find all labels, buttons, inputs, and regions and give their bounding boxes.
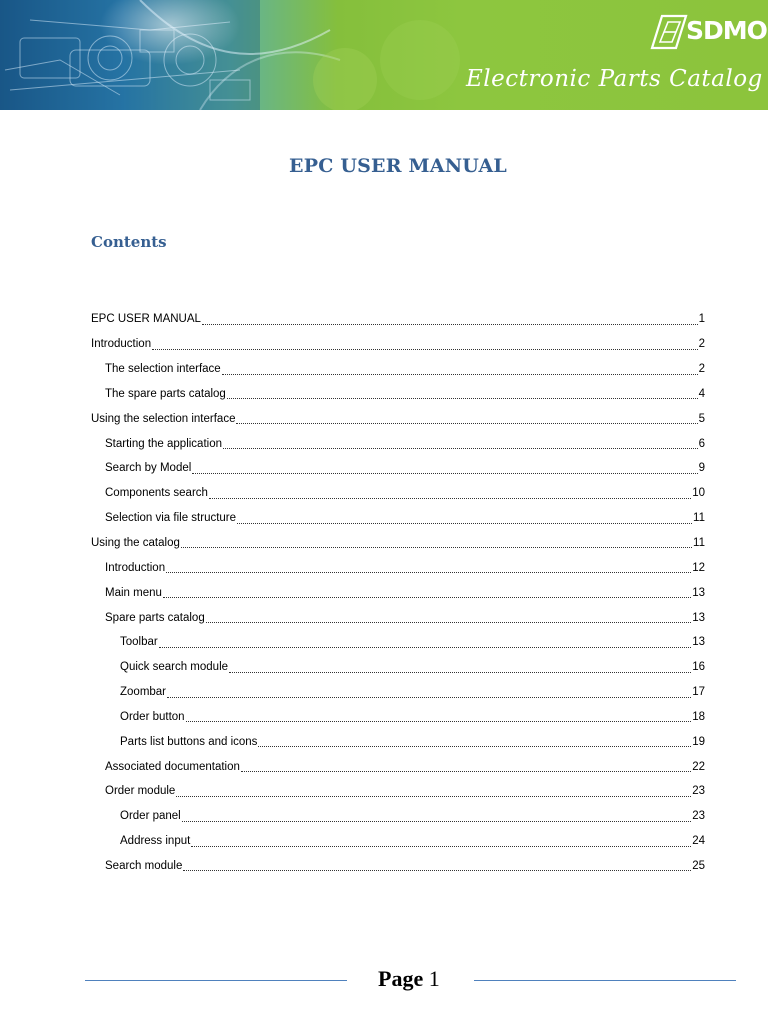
toc-dot-leader xyxy=(166,571,691,573)
toc-entry-page: 2 xyxy=(698,338,705,351)
footer-page-label: Page xyxy=(378,966,424,991)
toc-entry-page: 6 xyxy=(698,437,705,450)
toc-dot-leader xyxy=(192,472,697,474)
toc-entry[interactable] xyxy=(91,555,705,580)
toc-dot-leader xyxy=(236,422,697,424)
toc-entry[interactable] xyxy=(91,705,705,730)
toc-dot-leader xyxy=(181,546,692,548)
toc-entry[interactable] xyxy=(91,481,705,506)
toc-entry-title: Spare parts catalog xyxy=(105,611,205,624)
toc-entry-title: Components search xyxy=(105,487,208,500)
toc-entry[interactable] xyxy=(91,431,705,456)
toc-entry-page: 25 xyxy=(692,859,705,872)
toc-entry-page: 19 xyxy=(692,735,705,748)
toc-entry-title: Toolbar xyxy=(120,636,158,649)
toc-entry-page: 24 xyxy=(692,835,705,848)
toc-entry[interactable] xyxy=(91,382,705,407)
toc-entry[interactable] xyxy=(91,754,705,779)
toc-entry-title: Starting the application xyxy=(105,437,222,450)
toc-entry-page: 16 xyxy=(692,661,705,674)
toc-entry-page: 23 xyxy=(692,810,705,823)
toc-entry[interactable] xyxy=(91,531,705,556)
toc-dot-leader xyxy=(159,646,691,648)
toc-entry-title: Order module xyxy=(105,785,176,798)
toc-entry-page: 18 xyxy=(692,710,705,723)
toc-entry-title: Quick search module xyxy=(120,661,229,674)
toc-entry-page: 5 xyxy=(698,412,705,425)
toc-entry-page: 11 xyxy=(693,537,705,550)
toc-entry[interactable] xyxy=(91,854,705,879)
toc-entry[interactable] xyxy=(91,804,705,829)
toc-entry-page: 23 xyxy=(692,785,705,798)
toc-entry[interactable] xyxy=(91,779,705,804)
toc-dot-leader xyxy=(222,373,698,375)
toc-entry[interactable] xyxy=(91,357,705,382)
toc-entry-title: EPC USER MANUAL xyxy=(91,313,201,326)
toc-entry[interactable] xyxy=(91,406,705,431)
toc-dot-leader xyxy=(183,869,691,871)
toc-entry-page: 12 xyxy=(692,561,705,574)
toc-entry-page: 22 xyxy=(692,760,705,773)
toc-entry-title: The selection interface xyxy=(105,363,221,376)
toc-entry-title: Introduction xyxy=(91,338,152,351)
toc-entry-title: Zoombar xyxy=(120,686,167,699)
toc-entry-title: Using the selection interface xyxy=(91,412,236,425)
table-of-contents xyxy=(91,307,705,878)
toc-dot-leader xyxy=(258,745,691,747)
toc-dot-leader xyxy=(182,820,691,822)
toc-entry-title: Order button xyxy=(120,710,185,723)
toc-dot-leader xyxy=(202,323,698,325)
banner-tagline: Electronic Parts Catalog xyxy=(466,66,763,92)
toc-entry-page: 10 xyxy=(692,487,705,500)
toc-dot-leader xyxy=(163,596,691,598)
contents-heading: Contents xyxy=(91,233,167,251)
toc-dot-leader xyxy=(176,795,691,797)
toc-dot-leader xyxy=(191,845,691,847)
toc-entry[interactable] xyxy=(91,506,705,531)
toc-entry-page: 17 xyxy=(692,686,705,699)
document-title: EPC USER MANUAL xyxy=(289,155,507,177)
toc-entry[interactable] xyxy=(91,729,705,754)
brand-name: SDMO xyxy=(686,16,767,45)
toc-entry[interactable] xyxy=(91,332,705,357)
toc-entry-title: Introduction xyxy=(105,561,166,574)
toc-entry[interactable] xyxy=(91,307,705,332)
toc-entry-page: 4 xyxy=(698,387,705,400)
toc-dot-leader xyxy=(209,497,691,499)
toc-entry-title: The spare parts catalog xyxy=(105,387,226,400)
toc-entry-title: Associated documentation xyxy=(105,760,240,773)
toc-dot-leader xyxy=(167,696,691,698)
toc-entry-title: Search by Model xyxy=(105,462,192,475)
toc-entry[interactable] xyxy=(91,655,705,680)
toc-dot-leader xyxy=(186,720,692,722)
toc-entry-page: 13 xyxy=(692,586,705,599)
toc-dot-leader xyxy=(223,447,698,449)
toc-entry[interactable] xyxy=(91,630,705,655)
toc-entry-title: Search module xyxy=(105,859,183,872)
toc-entry-title: Using the catalog xyxy=(91,537,180,550)
toc-entry-title: Main menu xyxy=(105,586,162,599)
toc-dot-leader xyxy=(206,621,691,623)
toc-entry-page: 13 xyxy=(692,611,705,624)
toc-dot-leader xyxy=(237,522,692,524)
toc-entry-page: 2 xyxy=(698,363,705,376)
toc-dot-leader xyxy=(241,770,691,772)
footer-rule-left xyxy=(85,980,347,981)
toc-dot-leader xyxy=(229,671,691,673)
toc-entry-title: Selection via file structure xyxy=(105,512,237,525)
toc-entry-page: 9 xyxy=(698,462,705,475)
toc-entry[interactable] xyxy=(91,456,705,481)
toc-entry-page: 11 xyxy=(693,512,705,525)
toc-entry[interactable] xyxy=(91,580,705,605)
toc-entry-page: 1 xyxy=(698,313,705,326)
toc-entry[interactable] xyxy=(91,605,705,630)
header-banner xyxy=(0,0,768,110)
footer-rule-right xyxy=(474,980,736,981)
toc-entry-title: Parts list buttons and icons xyxy=(120,735,258,748)
footer-page-number xyxy=(378,966,440,992)
footer-page-value: 1 xyxy=(428,966,440,991)
toc-entry-title: Order panel xyxy=(120,810,181,823)
toc-entry[interactable] xyxy=(91,829,705,854)
toc-entry[interactable] xyxy=(91,680,705,705)
toc-entry-page: 13 xyxy=(692,636,705,649)
toc-dot-leader xyxy=(152,348,697,350)
toc-entry-title: Address input xyxy=(120,835,191,848)
toc-dot-leader xyxy=(227,397,698,399)
